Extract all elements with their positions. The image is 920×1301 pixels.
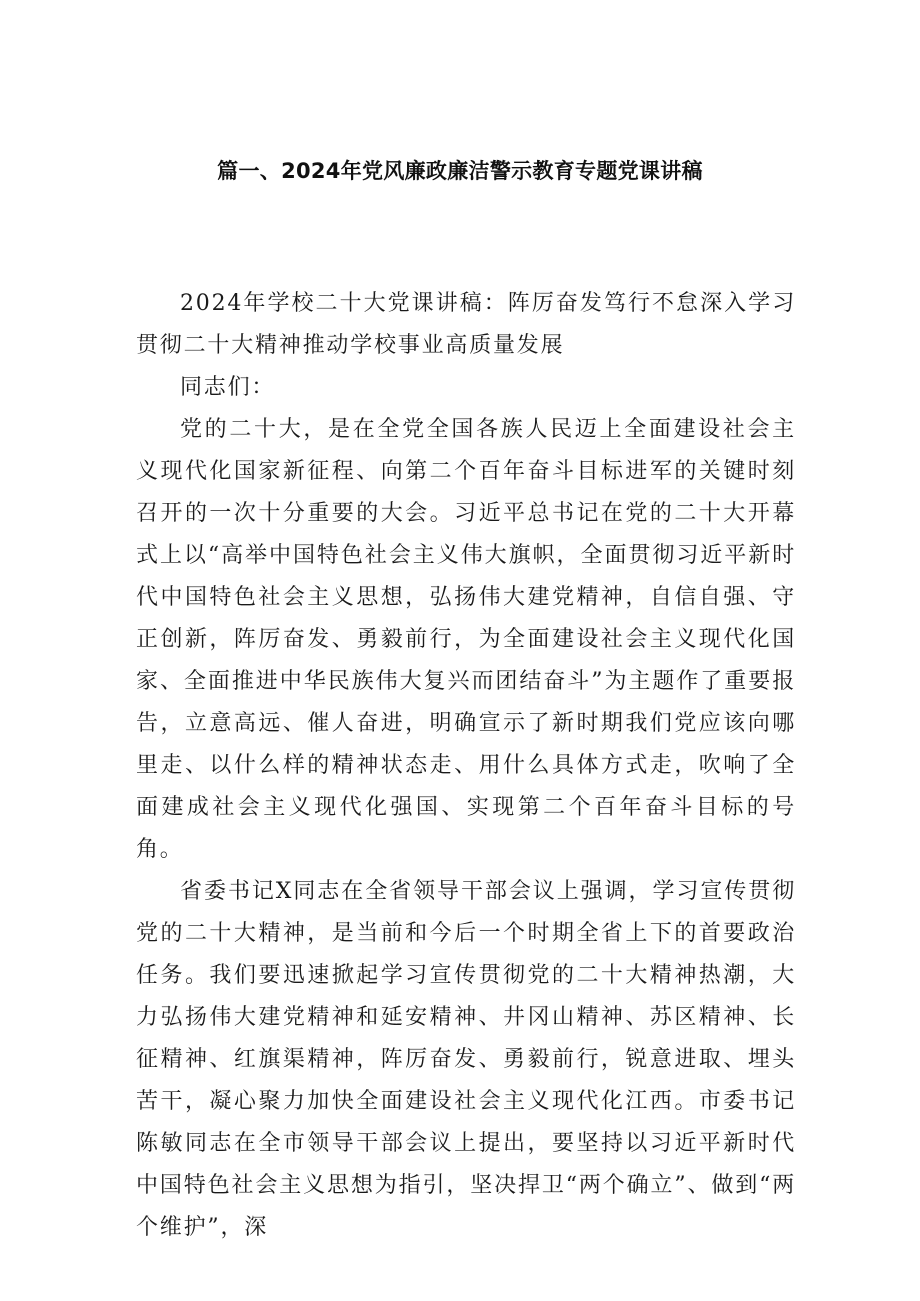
paragraph-intro: 党的二十大，是在全党全国各族人民迈上全面建设社会主义现代化国家新征程、向第二个百年奋斗目标进军的关键时刻召开的一次十分重要的大会。习近平总书记在党的二十大开幕式上以“高举中国特色社会主义伟大旗帜，全面贯彻习近平新时代中国特色社会主义思想，弘扬伟大建党精神，自信自强、守正创新，阵厉奋发、勇毅前行，为全面建设社会主义现代化国家、全面推进中华民族伟大复兴而团结奋斗”为主题作了重要报告，立意高远、催人奋进，明确宣示了新时期我们党应该向哪里走、以什么样的精神状态走、用什么具体方式走，吹响了全面建成社会主义现代化强国、实现第二个百年奋斗目标的号角。 xyxy=(136,417,796,862)
paragraph-subtitle: 2024年学校二十大党课讲稿：阵厉奋发笃行不怠深入学习贯彻二十大精神推动学校事业高质量发展 xyxy=(136,291,796,358)
paragraph-provincial: 省委书记X同志在全省领导干部会议上强调，学习宣传贯彻党的二十大精神，是当前和今后一个时期全省上下的首要政治任务。我们要迅速掀起学习宣传贯彻党的二十大精神热潮，大力弘扬伟大建党精神和延安精神、井冈山精神、苏区精神、长征精神、红旗渠精神，阵厉奋发、勇毅前行，锐意进取、埋头苦干，凝心聚力加快全面建设社会主义现代化江西。市委书记陈敏同志在全市领导干部会议上提出，要坚持以习近平新时代中国特色社会主义思想为指引，坚决捍卫“两个确立”、做到“两个维护”，深 xyxy=(136,879,796,1240)
paragraph-salutation: 同志们： xyxy=(180,375,276,400)
document-body xyxy=(136,283,796,1249)
document-title: 篇一、2024年党风廉政廉洁警示教育专题党课讲稿 xyxy=(217,159,703,183)
